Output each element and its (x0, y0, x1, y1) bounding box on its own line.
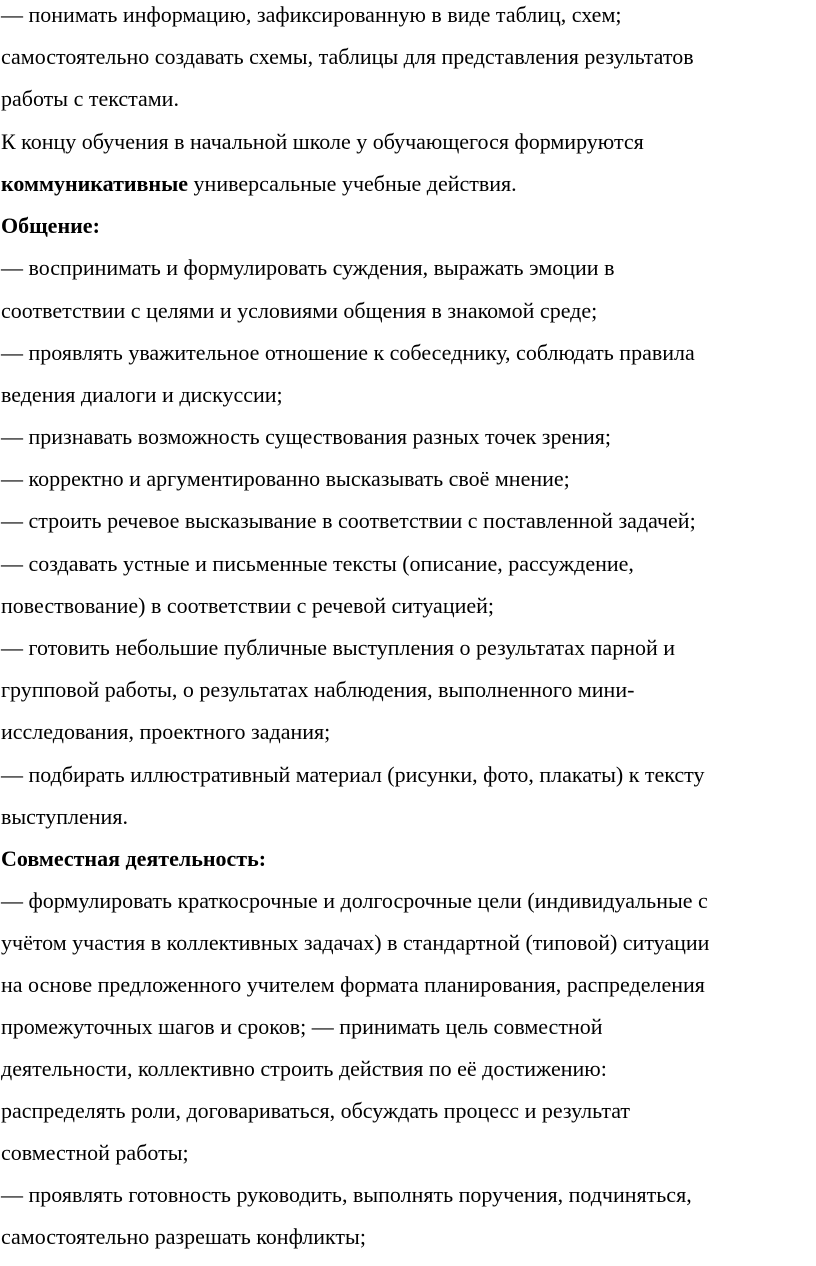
bold-term: коммуникативные (1, 171, 189, 196)
text-line: повествование) в соответствии с речевой ситуацией; (1, 593, 495, 618)
text-line: — проявлять уважительное отношение к собеседнику, соблюдать правила (1, 340, 695, 365)
text-line: — признавать возможность существования разных точек зрения; (1, 424, 612, 449)
text-line: исследования, проектного задания; (1, 719, 331, 744)
section-heading: Общение: (1, 213, 100, 238)
section-heading: Совместная деятельность: (1, 846, 267, 871)
text-line: ведения диалоги и дискуссии; (1, 382, 283, 407)
text-line: деятельности, коллективно строить действия по её достижению: (1, 1056, 607, 1081)
text-line: — воспринимать и формулировать суждения, выражать эмоции в (1, 255, 615, 280)
text-line: соответствии с целями и условиями общения в знакомой среде; (1, 298, 598, 323)
text-line: К концу обучения в начальной школе у обучающегося формируются (1, 129, 644, 154)
text-line: выступления. (1, 804, 128, 829)
text-line: промежуточных шагов и сроков; — принимать цель совместной (1, 1014, 603, 1039)
text-line: самостоятельно разрешать конфликты; (1, 1224, 366, 1249)
text-line: — создавать устные и письменные тексты (описание, рассуждение, (1, 551, 634, 576)
text-line: учётом участия в коллективных задачах) в стандартной (типовой) ситуации (1, 930, 710, 955)
text-line: — подбирать иллюстративный материал (рисунки, фото, плакаты) к тексту (1, 762, 705, 787)
text-line: — готовить небольшие публичные выступления о результатах парной и (1, 635, 676, 660)
text-line: — формулировать краткосрочные и долгосрочные цели (индивидуальные с (1, 888, 708, 913)
text-line: работы с текстами. (1, 86, 179, 111)
text-line: — корректно и аргументированно высказывать своё мнение; (1, 466, 570, 491)
text-line: групповой работы, о результатах наблюдения, выполненного мини- (1, 677, 635, 702)
text-line: совместной работы; (1, 1140, 189, 1165)
text-line: распределять роли, договариваться, обсуждать процесс и результат (1, 1098, 631, 1123)
text-line: — проявлять готовность руководить, выполнять поручения, подчиняться, (1, 1182, 692, 1207)
text-line: — строить речевое высказывание в соответствии с поставленной задачей; (1, 508, 696, 533)
text-line: на основе предложенного учителем формата планирования, распределения (1, 972, 705, 997)
text-line: — понимать информацию, зафиксированную в виде таблиц, схем; (1, 2, 622, 27)
text-line: коммуникативные универсальные учебные действия. (1, 171, 517, 196)
text-line: самостоятельно создавать схемы, таблицы для представления результатов (1, 44, 694, 69)
